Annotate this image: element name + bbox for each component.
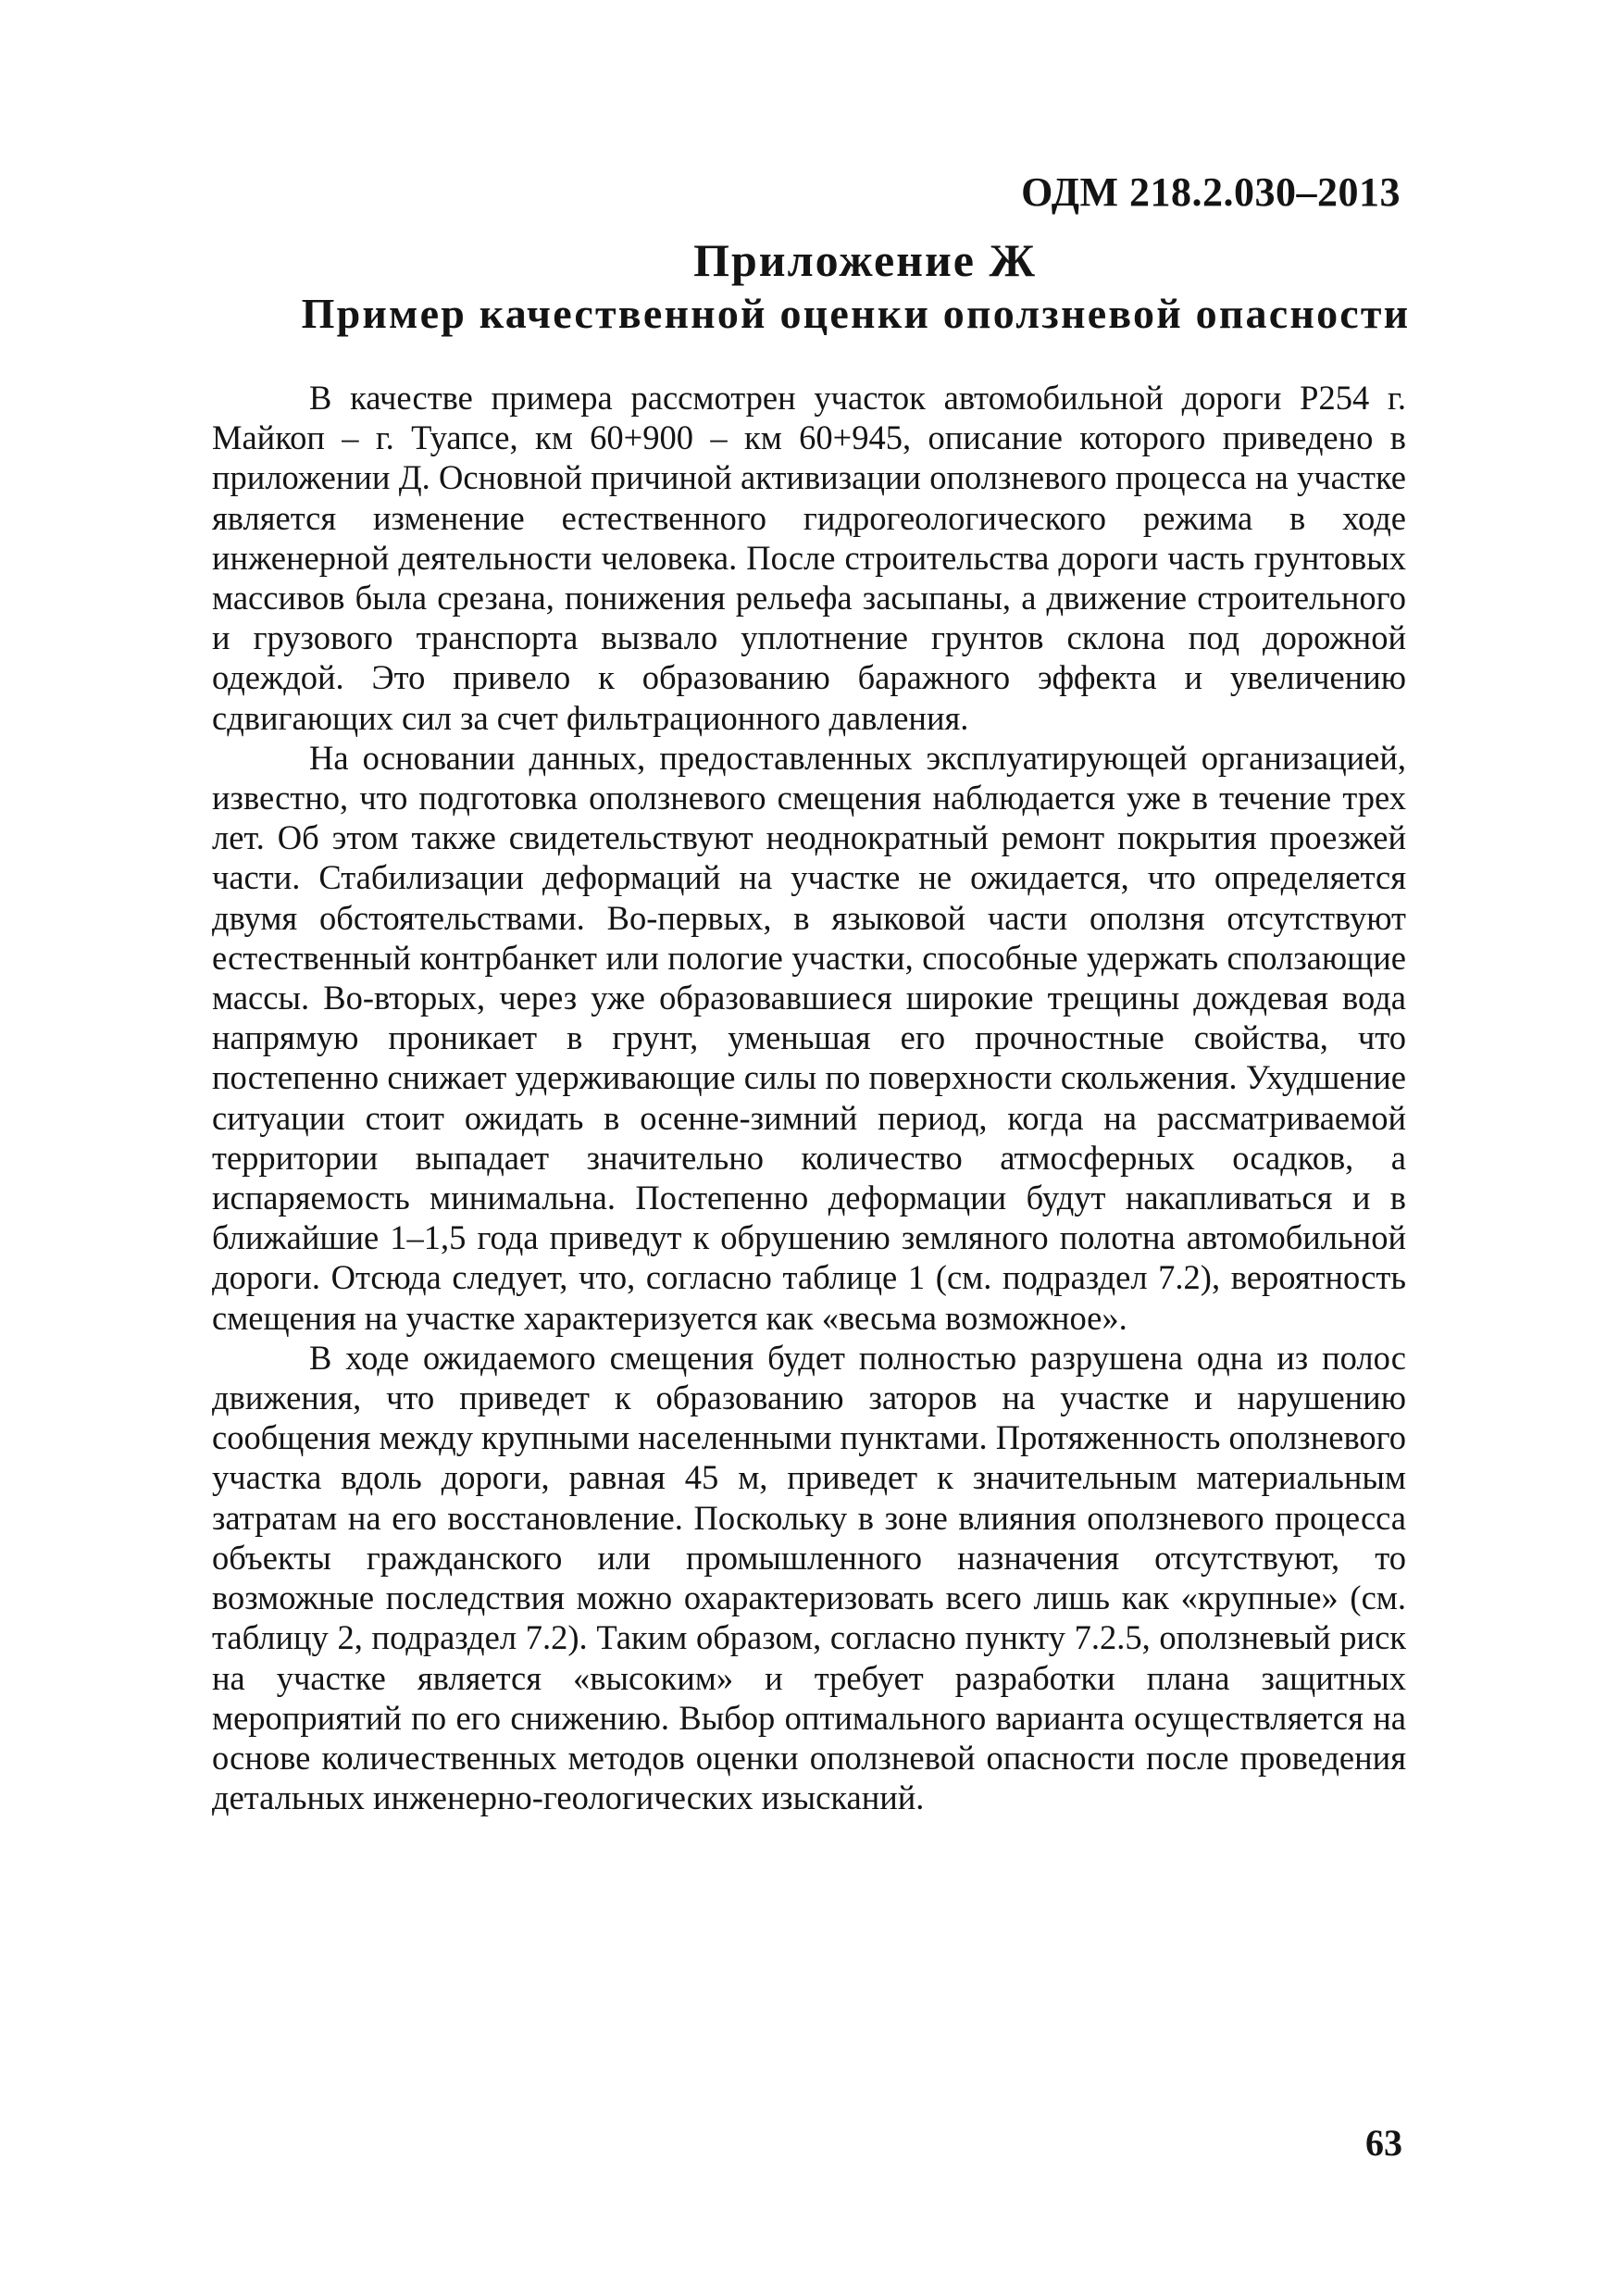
document-code: ОДМ 218.2.030–2013 — [1021, 169, 1401, 215]
paragraph: В качестве примера рассмотрен участок автомобильной дороги Р254 г. Майкоп – г. Туапсе, км 60+900 – км 60+945, описание которого приведено в приложении Д. Основной причиной активизации оползневого процесса на участке является изменение естественного гидрогеологического режима в ходе инженерной деятельности человека. После строительства дороги часть грунтовых массивов была срезана, понижения рельефа засыпаны, а движение строительного и грузового транспорта вызвало уплотнение грунтов склона под дорожной одеждой. Это привело к образованию баражного эффекта и увеличению сдвигающих сил за счет фильтрационного давления. — [212, 379, 1406, 737]
paragraph: На основании данных, предоставленных эксплуатирующей организацией, известно, что подготовка оползневого смещения наблюдается уже в течение трех лет. Об этом также свидетельствуют неоднократный ремонт покрытия проезжей части. Стабилизации деформаций на участке не ожидается, что определяется двумя обстоятельствами. Во-первых, в языковой части оползня отсутствуют естественный контрбанкет или пологие участки, способные удержать сползающие массы. Во-вторых, через уже образовавшиеся широкие трещины дождевая вода напрямую проникает в грунт, уменьшая его прочностные свойства, что постепенно снижает удерживающие силы по поверхности скольжения. Ухудшение ситуации стоит ожидать в осенне-зимний период, когда на рассматриваемой территории выпадает значительно количество атмосферных осадков, а испаряемость минимальна. Постепенно деформации будут накапливаться и в ближайшие 1–1,5 года приведут к обрушению земляного полотна автомобильной дороги. Отсюда следует, что, согласно таблице 1 (см. подраздел 7.2), вероятность смещения на участке характеризуется как «весьма возможное». — [212, 738, 1406, 1337]
page-number: 63 — [1365, 2122, 1402, 2164]
paragraph: В ходе ожидаемого смещения будет полностью разрушена одна из полос движения, что приведет к образованию заторов на участке и нарушению сообщения между крупными населенными пунктами. Протяженность оползневого участка вдоль дороги, равная 45 м, приведет к значительным материальным затратам на его восстановление. Поскольку в зоне влияния оползневого процесса объекты гражданского или промышленного назначения отсутствуют, то возможные последствия можно охарактеризовать всего лишь как «крупные» (см. таблицу 2, подраздел 7.2). Таким образом, согласно пункту 7.2.5, оползневый риск на участке является «высоким» и требует разработки плана защитных мероприятий по его снижению. Выбор оптимального варианта осуществляется на основе количественных методов оценки оползневой опасности после проведения детальных инженерно-геологических изысканий. — [212, 1338, 1406, 1817]
appendix-subtitle: Пример качественной оценки оползневой опасности — [301, 290, 1411, 337]
appendix-title: Приложение Ж — [693, 234, 1037, 286]
body-text — [212, 378, 1406, 1817]
